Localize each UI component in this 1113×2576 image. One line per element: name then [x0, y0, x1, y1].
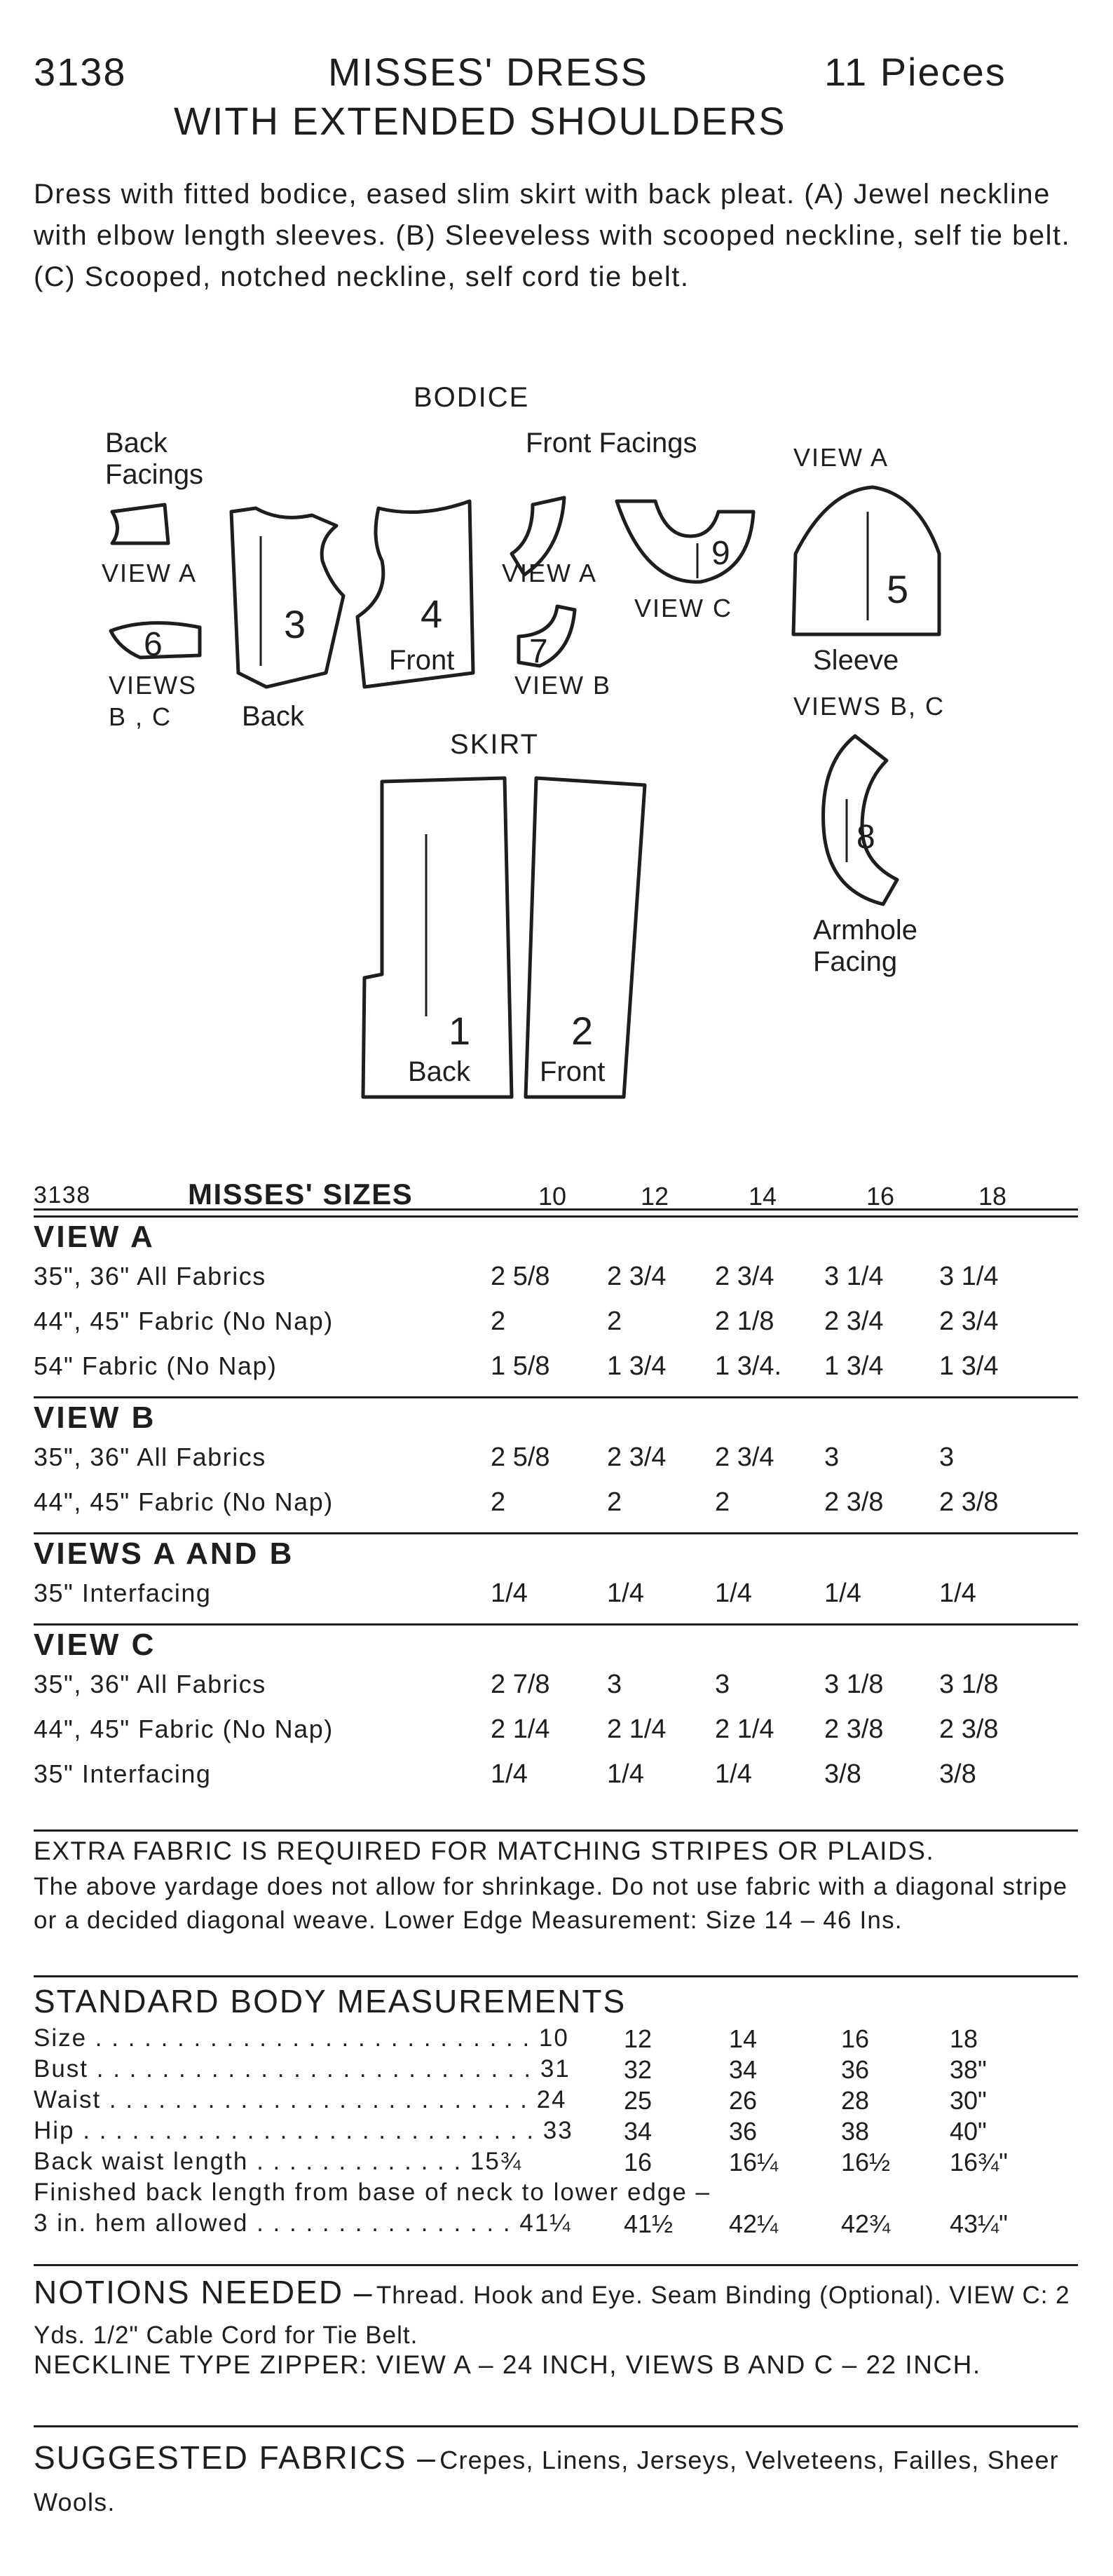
- measurement-cell: 14: [729, 2024, 758, 2053]
- yardage-cell: 2 1/4: [607, 1715, 667, 1744]
- yardage-cell: 3: [607, 1670, 622, 1699]
- piece-5-number: 5: [887, 567, 909, 611]
- measurement-cell: 16½: [841, 2148, 891, 2176]
- views-bc-label-back-facing-2: B , C: [109, 702, 172, 731]
- measurement-cell: 16: [624, 2148, 653, 2176]
- table-row: [34, 1715, 1078, 1757]
- measurement-row: [34, 2179, 1078, 2209]
- measurement-cell: 36: [729, 2117, 758, 2146]
- bodice-back-piece: [231, 508, 343, 687]
- measurement-label: Waist . . . . . . . . . . . . . . . . . . . . . . . . . . 24: [34, 2086, 567, 2113]
- measurement-cell: 38": [950, 2055, 987, 2084]
- extra-fabric-note: EXTRA FABRIC IS REQUIRED FOR MATCHING STRIPES OR PLAIDS.: [34, 1836, 935, 1865]
- measurement-row: [34, 2148, 1078, 2179]
- zipper-note: NECKLINE TYPE ZIPPER: VIEW A – 24 INCH, VIEWS B AND C – 22 INCH.: [34, 2350, 981, 2379]
- table-row: [34, 1443, 1078, 1485]
- measurement-label: Finished back length from base of neck to lower edge –: [34, 2179, 711, 2206]
- piece-2-number: 2: [571, 1009, 594, 1053]
- bodice-front-label: Front: [389, 645, 455, 676]
- view-a-label-front-facing: VIEW A: [502, 559, 598, 587]
- yardage-cell: 3: [715, 1670, 730, 1699]
- measurement-cell: 34: [729, 2055, 758, 2084]
- yardage-cell: 2: [607, 1487, 622, 1517]
- view-b-label: VIEW B: [514, 671, 612, 700]
- bodice-back-label: Back: [242, 701, 304, 732]
- yardage-cell: 3: [824, 1443, 840, 1472]
- table-row: [34, 1487, 1078, 1529]
- back-facing-view-a: [112, 505, 168, 543]
- views-a-and-b-heading: VIEWS A AND B: [34, 1536, 294, 1571]
- measurement-cell: 38: [841, 2117, 870, 2146]
- measurement-label: Size . . . . . . . . . . . . . . . . . . . . . . . . . . . 10: [34, 2024, 569, 2052]
- view-c-label: VIEW C: [634, 594, 733, 622]
- table-row: [34, 1579, 1078, 1621]
- fabric-label: 44", 45" Fabric (No Nap): [34, 1487, 334, 1516]
- front-facings-label: Front Facings: [526, 428, 697, 458]
- yardage-cell: 2: [607, 1307, 622, 1336]
- yardage-cell: 2 5/8: [491, 1443, 550, 1472]
- piece-6-number: 6: [144, 626, 163, 663]
- yardage-cell: 1/4: [824, 1579, 861, 1608]
- view-b-rule: [34, 1396, 1078, 1398]
- yardage-cell: 1/4: [715, 1759, 752, 1789]
- yardage-cell: 1 3/4: [824, 1351, 884, 1381]
- measurement-row: [34, 2055, 1078, 2086]
- view-a-label-back-facing: VIEW A: [102, 559, 198, 587]
- measurement-cell: 16: [841, 2024, 870, 2053]
- back-facings-line2: Facings: [105, 459, 204, 490]
- measurement-cell: 36: [841, 2055, 870, 2084]
- skirt-title: SKIRT: [450, 729, 540, 760]
- fabric-label: 35", 36" All Fabrics: [34, 1670, 266, 1698]
- measurements-title: STANDARD BODY MEASUREMENTS: [34, 1983, 627, 2019]
- measurement-cell: 26: [729, 2086, 758, 2115]
- measurement-cell: 16¾": [950, 2148, 1008, 2176]
- fabric-label: 35" Interfacing: [34, 1759, 212, 1788]
- measurements-top-rule: [34, 1975, 1078, 1977]
- yardage-cell: 1/4: [607, 1759, 644, 1789]
- yardage-cell: 2 3/8: [939, 1487, 999, 1517]
- yardage-cell: 1 3/4: [939, 1351, 999, 1381]
- notions-text: Thread. Hook and Eye. Seam Binding (Optional). VIEW C: 2 Yds. 1/2" Cable Cord for Tie Belt.: [34, 2282, 1070, 2349]
- yardage-cell: 2 3/4: [607, 1262, 667, 1291]
- measurement-label: Back waist length . . . . . . . . . . . . . 15¾: [34, 2148, 523, 2175]
- yardage-cell: 2 3/8: [939, 1715, 999, 1744]
- table-row: [34, 1670, 1078, 1712]
- measurement-cell: 42¼: [729, 2209, 779, 2238]
- yardage-cell: 3/8: [939, 1759, 976, 1789]
- skirt-back-label: Back: [408, 1056, 470, 1087]
- view-a-label-sleeve: VIEW A: [793, 443, 889, 472]
- views-a-and-b-rule: [34, 1532, 1078, 1534]
- measurement-row: [34, 2086, 1078, 2117]
- fabrics-text: Crepes, Linens, Jerseys, Velveteens, Failles, Sheer Wools.: [34, 2446, 1059, 2516]
- notions-top-rule: [34, 2264, 1078, 2266]
- yardage-cell: 1/4: [715, 1579, 752, 1608]
- yardage-cell: 2 3/8: [824, 1715, 884, 1744]
- measurement-cell: 43¼": [950, 2209, 1008, 2238]
- table-row: [34, 1307, 1078, 1349]
- measurement-cell: 12: [624, 2024, 653, 2053]
- measurement-cell: 30": [950, 2086, 987, 2115]
- fabrics-block: [34, 2439, 1078, 2526]
- yardage-cell: 2 7/8: [491, 1670, 550, 1699]
- views-bc-label-armhole: VIEWS B, C: [793, 692, 945, 721]
- table-row: [34, 1262, 1078, 1304]
- measurement-cell: 25: [624, 2086, 653, 2115]
- yardage-disclaimer: The above yardage does not allow for shrinkage. Do not use fabric with a diagonal stripe or a decided diagonal weave. Lower Edge Measurement: Size 14 – 46 Ins.: [34, 1873, 1068, 1934]
- size-18-header: 18: [978, 1182, 1007, 1211]
- armhole-facing-label-2: Facing: [813, 946, 898, 977]
- yardage-cell: 2 3/4: [939, 1307, 999, 1336]
- measurement-cell: 42¾: [841, 2209, 891, 2238]
- fabric-label: 35", 36" All Fabrics: [34, 1262, 266, 1290]
- pattern-description: Dress with fitted bodice, eased slim skirt with back pleat. (A) Jewel neckline with elbow length sleeves. (B) Sleeveless with scooped neckline, self tie belt. (C) Scooped, notched neckline, self cord tie belt.: [34, 179, 1071, 292]
- yardage-cell: 2 5/8: [491, 1262, 550, 1291]
- yardage-cell: 3: [939, 1443, 955, 1472]
- pattern-pieces-diagram: [0, 372, 1113, 1143]
- size-12-header: 12: [641, 1182, 669, 1211]
- fabric-label: 54" Fabric (No Nap): [34, 1351, 278, 1380]
- yardage-cell: 3/8: [824, 1759, 861, 1789]
- fabric-label: 35" Interfacing: [34, 1579, 212, 1607]
- yardage-number: 3138: [34, 1182, 91, 1208]
- measurement-label: Hip . . . . . . . . . . . . . . . . . . . . . . . . . . . . 33: [34, 2117, 573, 2144]
- yardage-cell: 2 3/4: [607, 1443, 667, 1472]
- view-b-heading: VIEW B: [34, 1401, 156, 1435]
- notions-title: NOTIONS NEEDED –: [34, 2274, 374, 2310]
- yardage-cell: 2: [715, 1487, 730, 1517]
- skirt-back-piece: [363, 778, 512, 1097]
- yardage-cell: 3 1/8: [939, 1670, 999, 1699]
- fabric-label: 44", 45" Fabric (No Nap): [34, 1715, 334, 1743]
- sleeve-label: Sleeve: [813, 645, 899, 676]
- view-a-heading: VIEW A: [34, 1220, 155, 1254]
- yardage-cell: 1/4: [607, 1579, 644, 1608]
- piece-9-number: 9: [711, 535, 730, 572]
- table-row: [34, 1759, 1078, 1801]
- measurement-cell: 28: [841, 2086, 870, 2115]
- piece-1-number: 1: [449, 1009, 471, 1053]
- yardage-cell: 2 3/4: [715, 1443, 774, 1472]
- measurement-label: 3 in. hem allowed . . . . . . . . . . . . . . . . 41¼: [34, 2209, 572, 2237]
- piece-7-number: 7: [529, 633, 548, 670]
- yardage-cell: 3 1/8: [824, 1670, 884, 1699]
- view-a-rule: [34, 1215, 1078, 1218]
- bodice-title: BODICE: [414, 382, 530, 413]
- yardage-cell: 2: [491, 1487, 506, 1517]
- yardage-cell: 1 3/4: [607, 1351, 667, 1381]
- yardage-cell: 2 1/4: [491, 1715, 550, 1744]
- measurement-cell: 18: [950, 2024, 978, 2053]
- yardage-cell: 2 3/8: [824, 1487, 884, 1517]
- measurement-row: [34, 2024, 1078, 2055]
- pattern-title-line2: WITH EXTENDED SHOULDERS: [174, 99, 786, 143]
- skirt-front-label: Front: [540, 1056, 606, 1087]
- yardage-cell: 1 3/4.: [715, 1351, 782, 1381]
- yardage-cell: 1/4: [491, 1579, 528, 1608]
- views-bc-label-back-facing-1: VIEWS: [109, 671, 198, 700]
- fabric-label: 44", 45" Fabric (No Nap): [34, 1307, 334, 1335]
- measurement-cell: 41½: [624, 2209, 674, 2238]
- note-top-rule: [34, 1829, 1078, 1832]
- notions-block: [34, 2275, 1078, 2358]
- yardage-cell: 1/4: [939, 1579, 976, 1608]
- yardage-cell: 2 1/4: [715, 1715, 774, 1744]
- measurement-row: [34, 2209, 1078, 2240]
- yardage-cell: 2 3/4: [715, 1262, 774, 1291]
- measurement-cell: 16¼: [729, 2148, 779, 2176]
- size-header-row: [34, 1178, 1078, 1220]
- table-row: [34, 1351, 1078, 1393]
- yardage-cell: 2: [491, 1307, 506, 1336]
- yardage-cell: 1/4: [491, 1759, 528, 1789]
- piece-8-number: 8: [856, 819, 875, 856]
- yardage-cell: 2 3/4: [824, 1307, 884, 1336]
- measurement-label: Bust . . . . . . . . . . . . . . . . . . . . . . . . . . . 31: [34, 2055, 571, 2083]
- yardage-cell: 2 1/8: [715, 1307, 774, 1336]
- view-c-rule: [34, 1623, 1078, 1626]
- yardage-title: MISSES' SIZES: [188, 1178, 414, 1211]
- measurement-cell: 34: [624, 2117, 653, 2146]
- piece-count: 11 Pieces: [824, 50, 1006, 94]
- back-facings-line1: Back: [105, 428, 168, 458]
- piece-4-number: 4: [421, 592, 443, 636]
- fabrics-title: SUGGESTED FABRICS –: [34, 2439, 437, 2476]
- size-16-header: 16: [866, 1182, 895, 1211]
- measurement-cell: 32: [624, 2055, 653, 2084]
- yardage-cell: 3 1/4: [939, 1262, 999, 1291]
- fabrics-top-rule: [34, 2425, 1078, 2427]
- armhole-facing-label-1: Armhole: [813, 915, 917, 946]
- view-c-heading: VIEW C: [34, 1628, 156, 1662]
- pattern-title-line1: MISSES' DRESS: [328, 50, 648, 94]
- yardage-cell: 1 5/8: [491, 1351, 550, 1381]
- size-10-header: 10: [538, 1182, 567, 1211]
- fabric-label: 35", 36" All Fabrics: [34, 1443, 266, 1471]
- sleeve-piece: [793, 487, 939, 634]
- yardage-cell: 3 1/4: [824, 1262, 884, 1291]
- pattern-number: 3138: [34, 50, 127, 94]
- size-14-header: 14: [749, 1182, 777, 1211]
- measurement-row: [34, 2117, 1078, 2148]
- piece-3-number: 3: [284, 602, 306, 646]
- measurement-cell: 40": [950, 2117, 987, 2146]
- front-facing-view-c: [617, 501, 753, 582]
